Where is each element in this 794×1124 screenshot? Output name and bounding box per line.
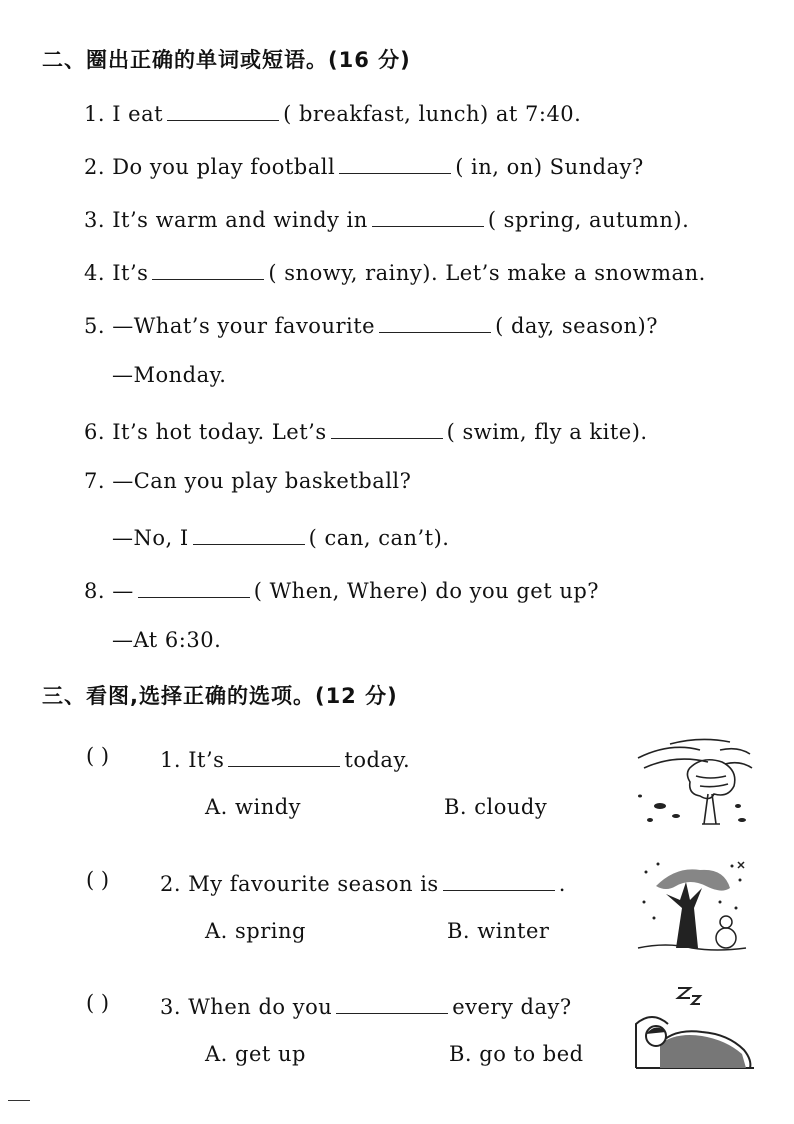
s2-answer-5: —Monday. xyxy=(112,363,227,387)
s2-question-2: 2. Do you play football ( in, on) Sunday? xyxy=(84,151,644,179)
s2-question-4: 4. It’s ( snowy, rainy). Let’s make a snowman. xyxy=(84,257,706,285)
sleeping-child-icon xyxy=(632,984,758,1070)
option-b[interactable]: B. winter xyxy=(447,919,550,943)
answer-paren[interactable]: ( ) xyxy=(86,868,110,892)
s3-question-1: 1. It’s today. xyxy=(160,744,410,772)
windy-tree-icon xyxy=(630,736,755,828)
answer-paren[interactable]: ( ) xyxy=(86,744,110,768)
s2-answer-7: —No, I ( can, can’t). xyxy=(112,522,450,550)
answer-blank[interactable] xyxy=(372,204,484,227)
s2-question-1: 1. I eat ( breakfast, lunch) at 7:40. xyxy=(84,98,581,126)
winter-snowman-icon xyxy=(636,858,748,953)
section-3-title: 三、看图,选择正确的选项。(12 分) xyxy=(42,684,398,708)
s3-question-2: 2. My favourite season is . xyxy=(160,868,566,896)
option-a[interactable]: A. windy xyxy=(205,795,302,819)
answer-blank[interactable] xyxy=(138,575,250,598)
section-2-title: 二、圈出正确的单词或短语。(16 分) xyxy=(42,48,411,72)
answer-blank[interactable] xyxy=(339,151,451,174)
answer-blank xyxy=(228,744,340,767)
answer-blank[interactable] xyxy=(167,98,279,121)
s2-question-3: 3. It’s warm and windy in ( spring, autumn). xyxy=(84,204,689,232)
option-a[interactable]: A. spring xyxy=(205,919,306,943)
answer-blank[interactable] xyxy=(152,257,264,280)
s2-question-7: 7. —Can you play basketball? xyxy=(84,469,412,493)
answer-blank xyxy=(443,868,555,891)
option-a[interactable]: A. get up xyxy=(205,1042,306,1066)
s2-question-5: 5. —What’s your favourite ( day, season)? xyxy=(84,310,658,338)
s3-question-3: 3. When do you every day? xyxy=(160,991,572,1019)
s2-question-6: 6. It’s hot today. Let’s ( swim, fly a kite). xyxy=(84,416,648,444)
answer-paren[interactable]: ( ) xyxy=(86,991,110,1015)
s2-question-8: 8. — ( When, Where) do you get up? xyxy=(84,575,599,603)
answer-blank[interactable] xyxy=(193,522,305,545)
s2-answer-8: —At 6:30. xyxy=(112,628,222,652)
answer-blank xyxy=(336,991,448,1014)
option-b[interactable]: B. cloudy xyxy=(444,795,548,819)
answer-blank[interactable] xyxy=(379,310,491,333)
option-b[interactable]: B. go to bed xyxy=(449,1042,584,1066)
page-footer-mark xyxy=(8,1100,30,1101)
answer-blank[interactable] xyxy=(331,416,443,439)
